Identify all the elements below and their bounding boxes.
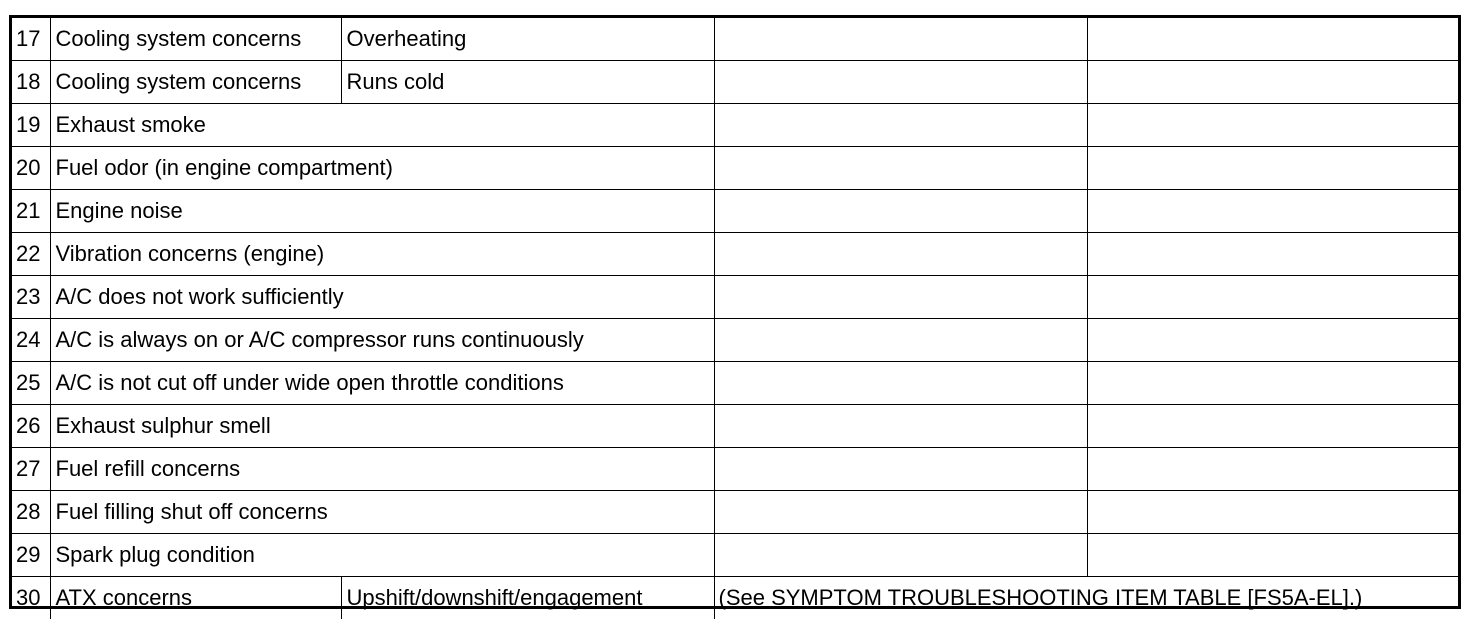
row-number: 29 (12, 534, 50, 577)
symptom-item: A/C does not work sufficiently (50, 276, 714, 319)
blank-cell (1087, 362, 1458, 405)
table-row (12, 577, 1458, 620)
blank-cell (1087, 534, 1458, 577)
blank-cell (1087, 190, 1458, 233)
symptom-item: Exhaust smoke (50, 104, 714, 147)
table-row (12, 534, 1458, 577)
symptom-detail: Upshift/downshift/engagement (341, 577, 714, 620)
blank-cell (1087, 491, 1458, 534)
table-row (12, 362, 1458, 405)
row-number: 18 (12, 61, 50, 104)
blank-cell (1087, 61, 1458, 104)
blank-cell (1087, 448, 1458, 491)
row-number: 25 (12, 362, 50, 405)
row-number: 24 (12, 319, 50, 362)
table-row (12, 405, 1458, 448)
table-row (12, 190, 1458, 233)
table-row (12, 276, 1458, 319)
blank-cell (714, 18, 1087, 61)
blank-cell (1087, 18, 1458, 61)
symptom-detail: Runs cold (341, 61, 714, 104)
symptom-table-container (9, 15, 1461, 609)
blank-cell (714, 233, 1087, 276)
blank-cell (714, 147, 1087, 190)
blank-cell (1087, 276, 1458, 319)
row-number: 26 (12, 405, 50, 448)
row-number: 20 (12, 147, 50, 190)
symptom-detail: Overheating (341, 18, 714, 61)
row-number: 22 (12, 233, 50, 276)
blank-cell (714, 362, 1087, 405)
symptom-item: A/C is not cut off under wide open throttle conditions (50, 362, 714, 405)
blank-cell (714, 491, 1087, 534)
row-number: 19 (12, 104, 50, 147)
symptom-table (12, 18, 1458, 619)
symptom-item: A/C is always on or A/C compressor runs continuously (50, 319, 714, 362)
table-row (12, 319, 1458, 362)
blank-cell (1087, 147, 1458, 190)
table-row (12, 61, 1458, 104)
symptom-item: Fuel refill concerns (50, 448, 714, 491)
row-number: 17 (12, 18, 50, 61)
row-number: 28 (12, 491, 50, 534)
blank-cell (714, 61, 1087, 104)
blank-cell (714, 104, 1087, 147)
blank-cell (714, 448, 1087, 491)
blank-cell (714, 276, 1087, 319)
symptom-item: Exhaust sulphur smell (50, 405, 714, 448)
blank-cell (714, 190, 1087, 233)
blank-cell (714, 534, 1087, 577)
row-number: 21 (12, 190, 50, 233)
row-number: 27 (12, 448, 50, 491)
table-row (12, 18, 1458, 61)
table-row (12, 104, 1458, 147)
table-row (12, 233, 1458, 276)
blank-cell (714, 319, 1087, 362)
symptom-item: Spark plug condition (50, 534, 714, 577)
reference-note: (See SYMPTOM TROUBLESHOOTING ITEM TABLE [FS5A-EL].) (714, 577, 1458, 620)
row-number: 30 (12, 577, 50, 620)
blank-cell (714, 405, 1087, 448)
row-number: 23 (12, 276, 50, 319)
blank-cell (1087, 233, 1458, 276)
symptom-item: Fuel odor (in engine compartment) (50, 147, 714, 190)
symptom-item: Cooling system concerns (50, 18, 341, 61)
symptom-item: Engine noise (50, 190, 714, 233)
symptom-item: ATX concerns (50, 577, 341, 620)
blank-cell (1087, 319, 1458, 362)
table-row (12, 491, 1458, 534)
table-row (12, 448, 1458, 491)
symptom-item: Cooling system concerns (50, 61, 341, 104)
symptom-item: Fuel filling shut off concerns (50, 491, 714, 534)
blank-cell (1087, 405, 1458, 448)
table-row (12, 147, 1458, 190)
symptom-item: Vibration concerns (engine) (50, 233, 714, 276)
blank-cell (1087, 104, 1458, 147)
